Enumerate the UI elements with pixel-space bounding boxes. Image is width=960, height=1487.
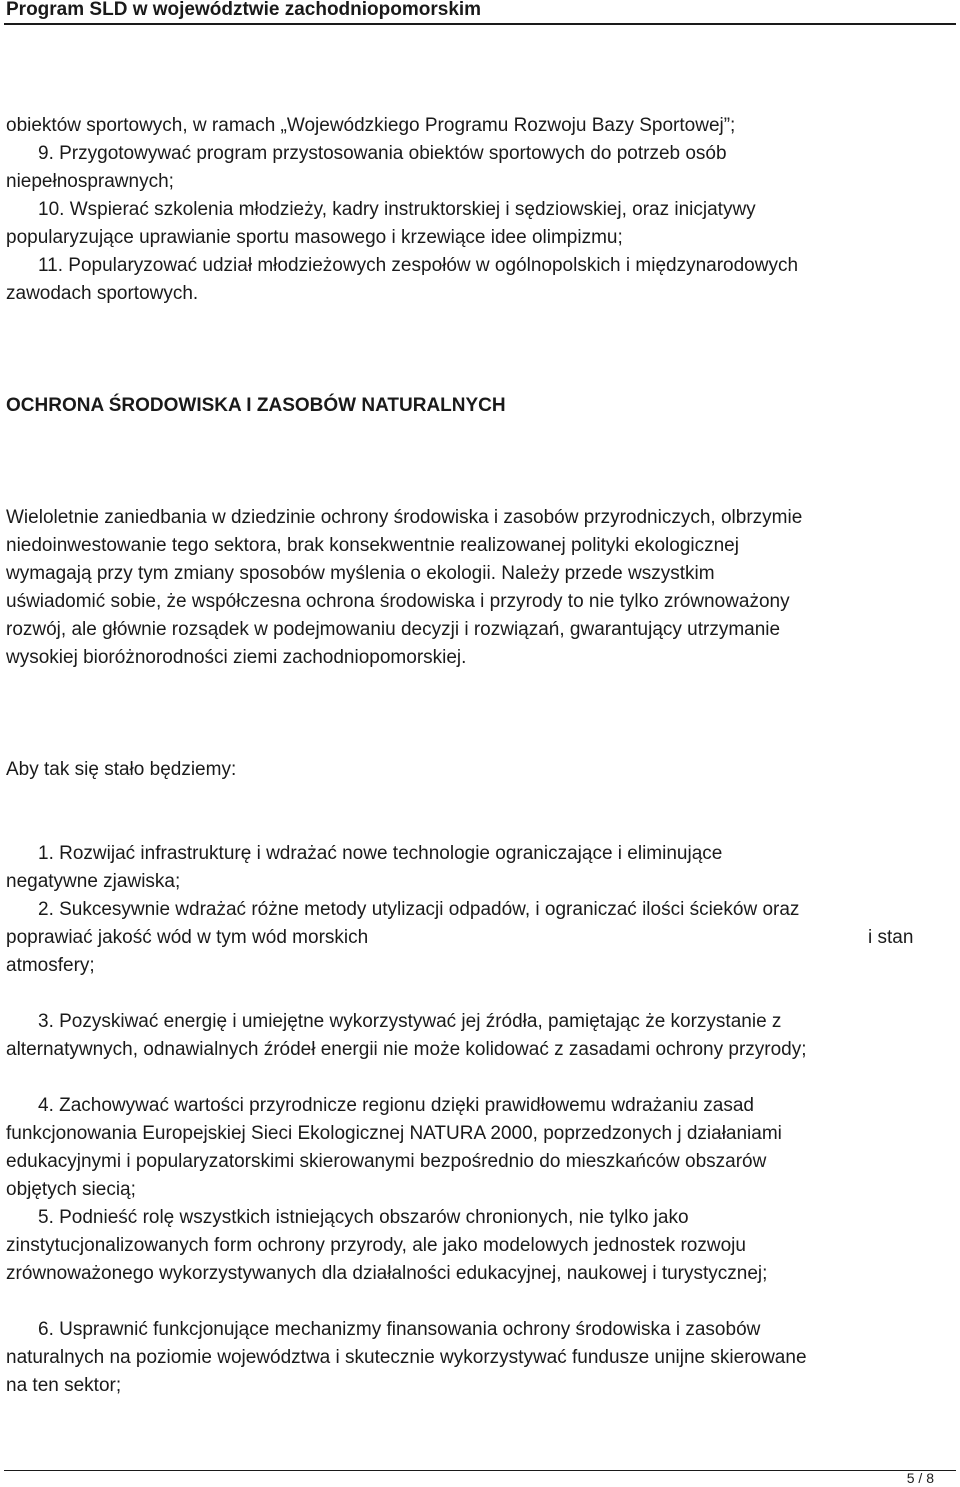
paragraph-line: uświadomić sobie, że współczesna ochrona środowiska i przyrody to nie tylko zrównoważony (6, 591, 790, 612)
header-divider (4, 23, 956, 25)
paragraph-line: Wieloletnie zaniedbania w dziedzinie ochrony środowiska i zasobów przyrodniczych, olbrzymie (6, 507, 803, 528)
text-line: alternatywnych, odnawialnych źródeł energii nie może kolidować z zasadami ochrony przyrody; (6, 1039, 807, 1060)
text-line: atmosfery; (6, 955, 95, 976)
paragraph-line: wymagają przy tym zmiany sposobów myślenia o ekologii. Należy przede wszystkim (6, 563, 715, 584)
text-line: niepełnosprawnych; (6, 171, 174, 192)
text-line: negatywne zjawiska; (6, 871, 181, 892)
list-item: 11. Popularyzować udział młodzieżowych zespołów w ogólnopolskich i międzynarodowych (38, 255, 799, 276)
text-line: poprawiać jakość wód w tym wód morskich (6, 927, 369, 948)
document-title: Program SLD w województwie zachodniopomorskim (6, 0, 482, 20)
list-item: 5. Podnieść rolę wszystkich istniejących obszarów chronionych, nie tylko jako (38, 1207, 689, 1228)
page-number: 5 / 8 (906, 1470, 934, 1486)
footer-divider (4, 1470, 956, 1471)
list-item: 3. Pozyskiwać energię i umiejętne wykorzystywać jej źródła, pamiętając że korzystanie z (38, 1011, 782, 1032)
text-line: zinstytucjonalizowanych form ochrony przyrody, ale jako modelowych jednostek rozwoju (6, 1235, 746, 1256)
paragraph-line: rozwój, ale głównie rozsądek w podejmowaniu decyzji i rozwiązań, gwarantujący utrzymanie (6, 619, 781, 640)
paragraph-line: niedoinwestowanie tego sektora, brak konsekwentnie realizowanej polityki ekologicznej (6, 535, 739, 556)
text-line: obiektów sportowych, w ramach „Wojewódzkiego Programu Rozwoju Bazy Sportowej”; (6, 115, 736, 136)
text-line: objętych siecią; (6, 1179, 136, 1200)
text-line: zawodach sportowych. (6, 283, 199, 304)
lead-in-text: Aby tak się stało będziemy: (6, 759, 237, 780)
list-item: 2. Sukcesywnie wdrażać różne metody utylizacji odpadów, i ograniczać ilości ścieków oraz (38, 899, 800, 920)
text-line: naturalnych na poziomie województwa i skutecznie wykorzystywać fundusze unijne skierowane (6, 1347, 807, 1368)
text-line: zrównoważonego wykorzystywanych dla działalności edukacyjnej, naukowej i turystycznej; (6, 1263, 768, 1284)
list-item: 4. Zachowywać wartości przyrodnicze regionu dzięki prawidłowemu wdrażaniu zasad (38, 1095, 754, 1116)
list-item: 1. Rozwijać infrastrukturę i wdrażać nowe technologie ograniczające i eliminujące (38, 843, 723, 864)
list-item: 9. Przygotowywać program przystosowania obiektów sportowych do potrzeb osób (38, 143, 727, 164)
text-fragment: i stan (868, 927, 914, 948)
text-line: edukacyjnymi i popularyzatorskimi skierowanymi bezpośrednio do mieszkańców obszarów (6, 1151, 767, 1172)
text-line: na ten sektor; (6, 1375, 122, 1396)
list-item: 10. Wspierać szkolenia młodzieży, kadry instruktorskiej i sędziowskiej, oraz inicjatywy (38, 199, 756, 220)
list-item: 6. Usprawnić funkcjonujące mechanizmy finansowania ochrony środowiska i zasobów (38, 1319, 761, 1340)
text-line: popularyzujące uprawianie sportu masowego i krzewiące idee olimpizmu; (6, 227, 623, 248)
paragraph-line: wysokiej bioróżnorodności ziemi zachodniopomorskiej. (6, 647, 467, 668)
section-heading: OCHRONA ŚRODOWISKA I ZASOBÓW NATURALNYCH (6, 395, 506, 416)
text-line: funkcjonowania Europejskiej Sieci Ekologicznej NATURA 2000, poprzedzonych j działaniami (6, 1123, 782, 1144)
